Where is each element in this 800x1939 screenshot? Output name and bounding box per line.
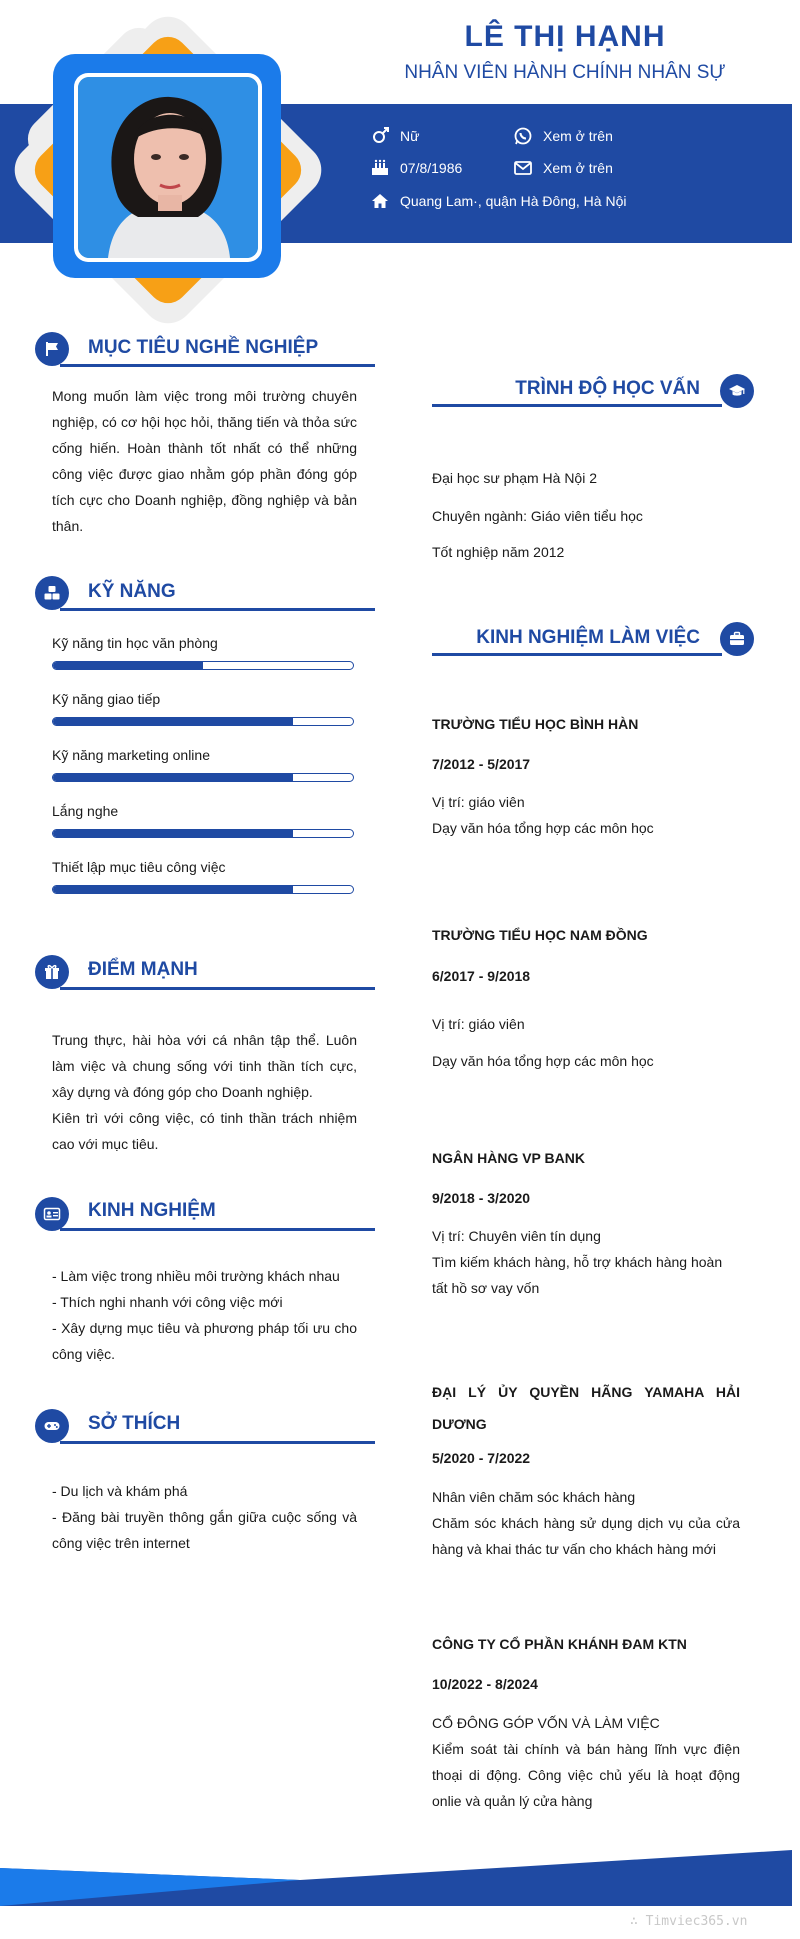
job-company: CÔNG TY CỔ PHẦN KHÁNH ĐAM KTN bbox=[432, 1636, 687, 1652]
job-position: Vị trí: giáo viên bbox=[432, 794, 525, 810]
skill-bar-fill bbox=[53, 662, 203, 669]
job-company: ĐẠI LÝ ỦY QUYỀN HÃNG YAMAHA HẢI DƯƠNG bbox=[432, 1384, 740, 1432]
job-date: 6/2017 - 9/2018 bbox=[432, 968, 531, 984]
work-title: KINH NGHIỆM LÀM VIỆC bbox=[476, 627, 700, 648]
candidate-job-title: NHÂN VIÊN HÀNH CHÍNH NHÂN SỰ bbox=[404, 62, 726, 83]
hobby-item: - Du lịch và khám phá bbox=[52, 1483, 188, 1499]
education-title: TRÌNH ĐỘ HỌC VẤN bbox=[515, 378, 700, 399]
skill-label: Thiết lập mục tiêu công việc bbox=[52, 859, 226, 875]
job-date: 9/2018 - 3/2020 bbox=[432, 1190, 531, 1206]
hobbies-section-icon bbox=[35, 1409, 69, 1443]
objective-underline bbox=[60, 364, 375, 367]
gender-icon bbox=[370, 126, 390, 146]
education-underline bbox=[432, 404, 722, 407]
experience-underline bbox=[60, 1228, 375, 1231]
email-text[interactable]: Xem ở trên bbox=[543, 160, 613, 176]
job-date: 7/2012 - 5/2017 bbox=[432, 756, 531, 772]
education-major: Chuyên ngành: Giáo viên tiểu học bbox=[432, 508, 643, 524]
hobbies-underline bbox=[60, 1441, 375, 1444]
envelope-icon bbox=[513, 158, 533, 178]
skill-label: Kỹ năng giao tiếp bbox=[52, 691, 161, 707]
education-graduated: Tốt nghiệp năm 2012 bbox=[432, 544, 565, 560]
skill-bar bbox=[52, 829, 354, 838]
id-card-icon bbox=[43, 1205, 61, 1223]
briefcase-icon bbox=[728, 630, 746, 648]
job-description: Dạy văn hóa tổng hợp các môn học bbox=[432, 1053, 654, 1069]
skill-label: Kỹ năng marketing online bbox=[52, 747, 210, 763]
education-school: Đại học sư phạm Hà Nội 2 bbox=[432, 470, 597, 486]
job-company: TRƯỜNG TIỂU HỌC BÌNH HÀN bbox=[432, 716, 639, 732]
job-position: Vị trí: Chuyên viên tín dụng bbox=[432, 1228, 601, 1244]
gender-text: Nữ bbox=[400, 128, 420, 144]
site-watermark: ∴ Timviec365.vn bbox=[630, 1914, 748, 1929]
whatsapp-icon bbox=[513, 126, 533, 146]
experience-item: - Thích nghi nhanh với công việc mới bbox=[52, 1294, 283, 1310]
skills-title: KỸ NĂNG bbox=[88, 581, 176, 602]
skill-bar bbox=[52, 717, 354, 726]
objective-section-icon bbox=[35, 332, 69, 366]
job-company: NGÂN HÀNG VP BANK bbox=[432, 1150, 585, 1166]
strengths-underline bbox=[60, 987, 375, 990]
job-date: 10/2022 - 8/2024 bbox=[432, 1676, 538, 1692]
job-company: TRƯỜNG TIỂU HỌC NAM ĐỒNG bbox=[432, 927, 648, 943]
job-date: 5/2020 - 7/2022 bbox=[432, 1450, 531, 1466]
job-position: Nhân viên chăm sóc khách hàng bbox=[432, 1489, 636, 1505]
skill-bar bbox=[52, 885, 354, 894]
skill-bar-fill bbox=[53, 886, 293, 893]
gift-icon bbox=[43, 963, 61, 981]
experience-item: - Làm việc trong nhiều môi trường khách nhau bbox=[52, 1268, 340, 1284]
skill-label: Lắng nghe bbox=[52, 803, 119, 819]
strengths-section-icon bbox=[35, 955, 69, 989]
experience-item: - Xây dựng mục tiêu và phương pháp tối ưu cho công việc. bbox=[52, 1320, 357, 1362]
gamepad-icon bbox=[43, 1417, 61, 1435]
info-birthday bbox=[370, 158, 462, 178]
experience-section-icon bbox=[35, 1197, 69, 1231]
info-gender bbox=[370, 126, 419, 146]
skill-bar-fill bbox=[53, 718, 293, 725]
job-description: Chăm sóc khách hàng sử dụng dịch vụ của cửa hàng và khai thác tư vấn cho khách hàng mới bbox=[432, 1515, 740, 1557]
job-description: Tìm kiếm khách hàng, hỗ trợ khách hàng hoàn tất hồ sơ vay vốn bbox=[432, 1254, 723, 1296]
skills-underline bbox=[60, 608, 375, 611]
objective-text: Mong muốn làm việc trong môi trường chuyên nghiệp, có cơ hội học hỏi, thăng tiến và thỏa sức cống hiến. Hoàn thành tốt nhất có thể những công việc được giao nhằm góp phần đóng góp tích cực cho Doanh nghiệp, đồng nghiệp và bản thân. bbox=[52, 388, 357, 534]
experience-title: KINH NGHIỆM bbox=[88, 1200, 216, 1221]
avatar-portrait bbox=[78, 77, 258, 258]
hobby-item: - Đăng bài truyền thông gắn giữa cuộc sống và công việc trên internet bbox=[52, 1509, 357, 1551]
address-text: Quang Lam·, quận Hà Đông, Hà Nội bbox=[400, 193, 627, 209]
strengths-title: ĐIỂM MẠNH bbox=[88, 959, 198, 980]
info-address bbox=[370, 191, 626, 211]
strengths-text-2: Kiên trì với công việc, có tinh thần trách nhiệm cao với mục tiêu. bbox=[52, 1110, 357, 1152]
candidate-name: LÊ THỊ HẠNH bbox=[464, 20, 666, 53]
graduation-cap-icon bbox=[728, 382, 746, 400]
hobbies-title: SỞ THÍCH bbox=[88, 1413, 181, 1434]
skill-bar-fill bbox=[53, 830, 293, 837]
skill-bar bbox=[52, 661, 354, 670]
job-description: Dạy văn hóa tổng hợp các môn học bbox=[432, 820, 654, 836]
info-email bbox=[513, 158, 613, 178]
education-section-icon bbox=[720, 374, 754, 408]
job-description: Kiểm soát tài chính và bán hàng lĩnh vực điện thoại di động. Công việc chủ yếu là hoạt động onlie và quản lý cửa hàng bbox=[432, 1741, 740, 1809]
objective-title: MỤC TIÊU NGHỀ NGHIỆP bbox=[88, 337, 319, 358]
flag-icon bbox=[43, 340, 61, 358]
skill-label: Kỹ năng tin học văn phòng bbox=[52, 635, 218, 651]
skill-bar-fill bbox=[53, 774, 293, 781]
work-underline bbox=[432, 653, 722, 656]
work-section-icon bbox=[720, 622, 754, 656]
info-phone bbox=[513, 126, 613, 146]
cubes-icon bbox=[43, 584, 61, 602]
footer-wave bbox=[0, 1850, 800, 1910]
skills-section-icon bbox=[35, 576, 69, 610]
phone-text[interactable]: Xem ở trên bbox=[543, 128, 613, 144]
home-icon bbox=[370, 191, 390, 211]
birthday-cake-icon bbox=[370, 158, 390, 178]
job-position: CỔ ĐÔNG GÓP VỐN VÀ LÀM VIỆC bbox=[432, 1715, 660, 1731]
avatar bbox=[78, 77, 258, 258]
strengths-text-1: Trung thực, hài hòa với cá nhân tập thể. Luôn làm việc và chung sống với tinh thần tích cực, xây dựng và đóng góp cho Doanh nghiệp. bbox=[52, 1032, 357, 1100]
job-position: Vị trí: giáo viên bbox=[432, 1016, 525, 1032]
birthday-text: 07/8/1986 bbox=[400, 160, 463, 176]
skill-bar bbox=[52, 773, 354, 782]
